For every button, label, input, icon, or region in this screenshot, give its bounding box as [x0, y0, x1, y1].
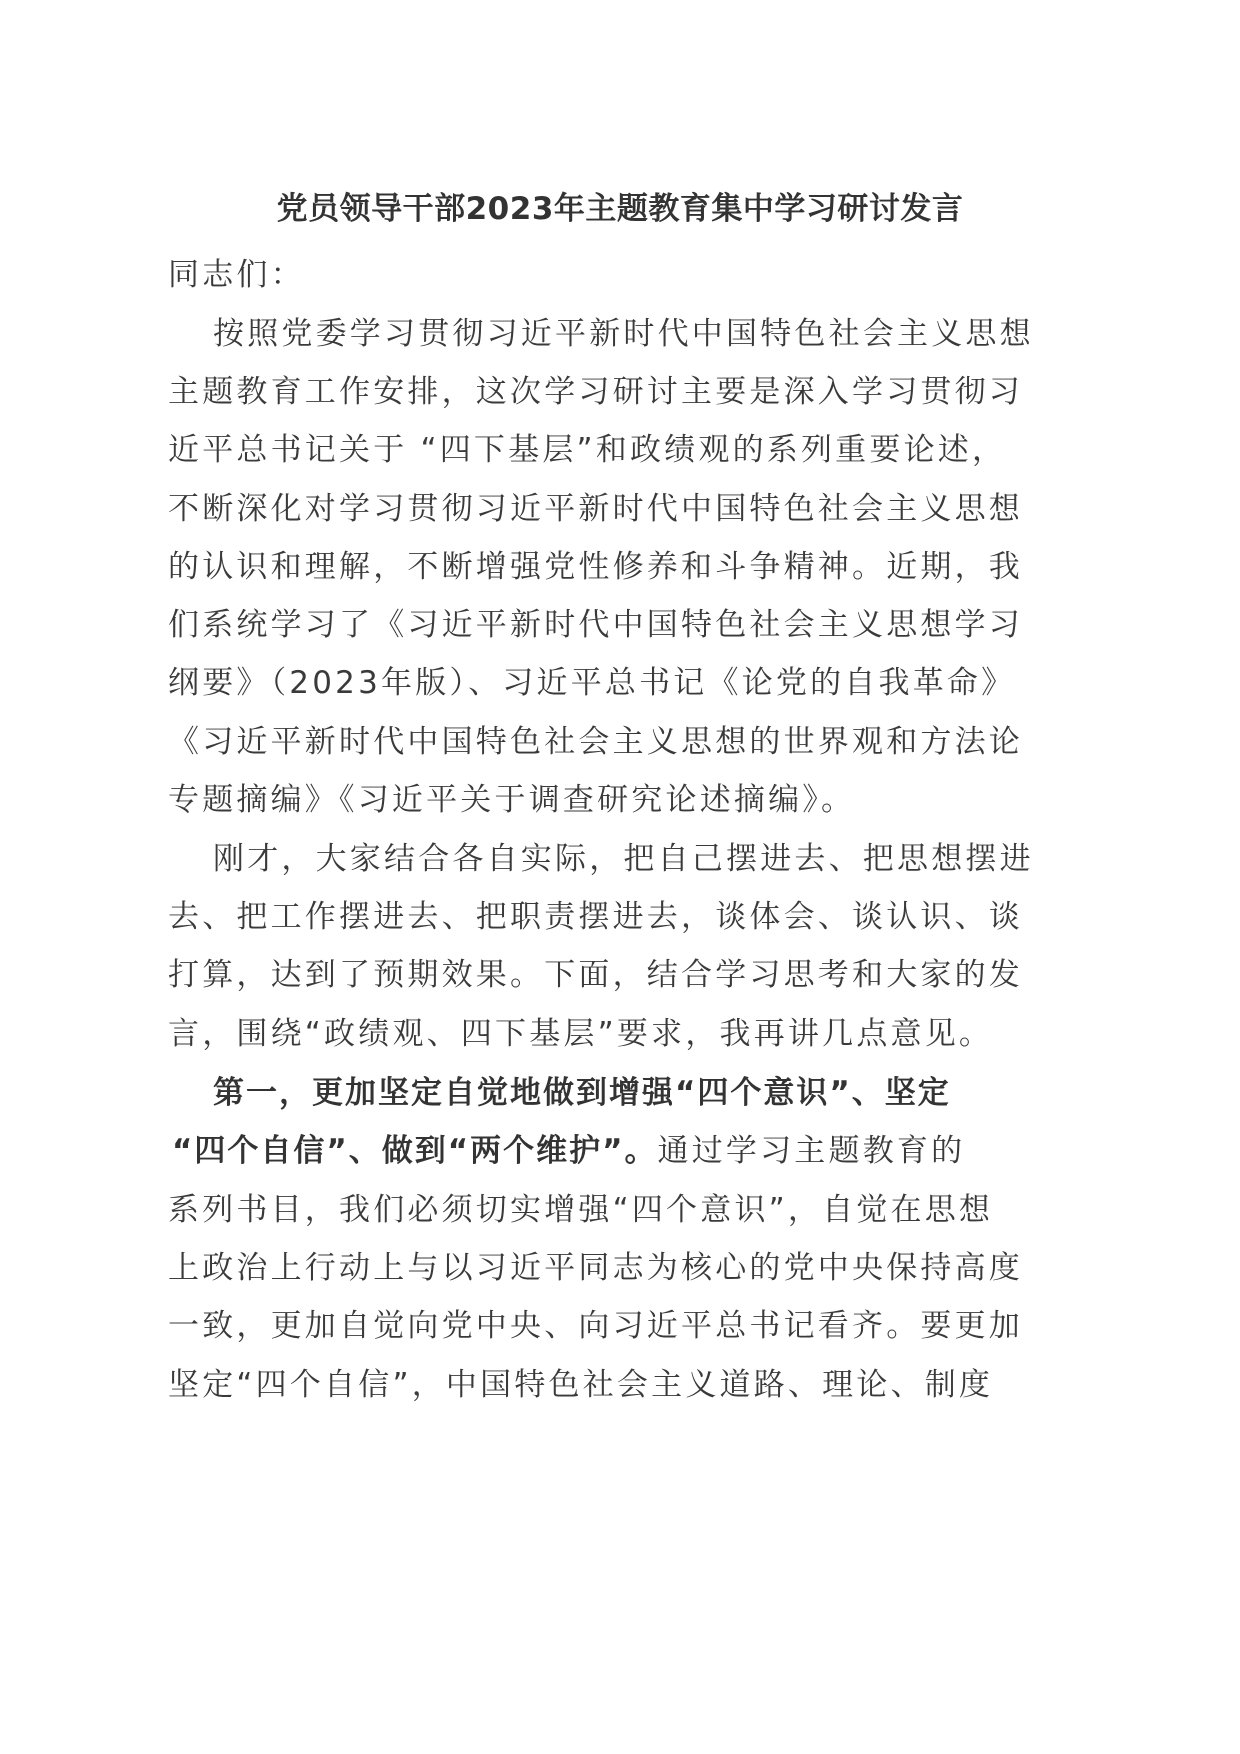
text-line: 按照党委学习贯彻习近平新时代中国特色社会主义思想 — [213, 316, 1034, 352]
text-line: 近平总书记关于 “四下基层”和政绩观的系列重要论述， — [168, 432, 1007, 468]
text-line: 言，围绕“政绩观、四下基层”要求，我再讲几点意见。 — [168, 1016, 994, 1052]
salutation: 同志们： — [168, 257, 305, 293]
text-line: 坚定“四个自信”，中国特色社会主义道路、理论、制度 — [168, 1367, 994, 1403]
text-line: 不断深化对学习贯彻习近平新时代中国特色社会主义思想 — [168, 491, 1023, 527]
text-line: 刚才，大家结合各自实际，把自己摆进去、把思想摆进 — [213, 841, 1034, 877]
text-line: 系列书目，我们必须切实增强“四个意识”，自觉在思想 — [168, 1192, 994, 1228]
text-line: 的认识和理解，不断增强党性修养和斗争精神。近期，我 — [168, 549, 1023, 585]
section-heading: 第一，更加坚定自觉地做到增强“四个意识”、坚定 — [213, 1075, 951, 1111]
text-line: 《习近平新时代中国特色社会主义思想的世界观和方法论 — [168, 724, 1023, 760]
section-heading-continued: “四个自信”、做到“两个维护”。 — [172, 1133, 658, 1169]
text-line: 们系统学习了《习近平新时代中国特色社会主义思想学习 — [168, 607, 1023, 643]
text-line: 去、把工作摆进去、把职责摆进去，谈体会、谈认识、谈 — [168, 899, 1023, 935]
text-line: 一致，更加自觉向党中央、向习近平总书记看齐。要更加 — [168, 1308, 1023, 1344]
text-line: 专题摘编》《习近平关于调查研究论述摘编》。 — [168, 782, 856, 818]
text-line: 上政治上行动上与以习近平同志为核心的党中央保持高度 — [168, 1250, 1023, 1286]
document-title: 党员领导干部2023年主题教育集中学习研讨发言 — [276, 191, 964, 227]
text-line: 纲要》（2023年版）、习近平总书记《论党的自我革命》 — [168, 665, 1016, 701]
text-line: 打算，达到了预期效果。下面，结合学习思考和大家的发 — [168, 957, 1023, 993]
text-line: 主题教育工作安排，这次学习研讨主要是深入学习贯彻习 — [168, 374, 1023, 410]
text-line: 通过学习主题教育的 — [657, 1133, 966, 1169]
